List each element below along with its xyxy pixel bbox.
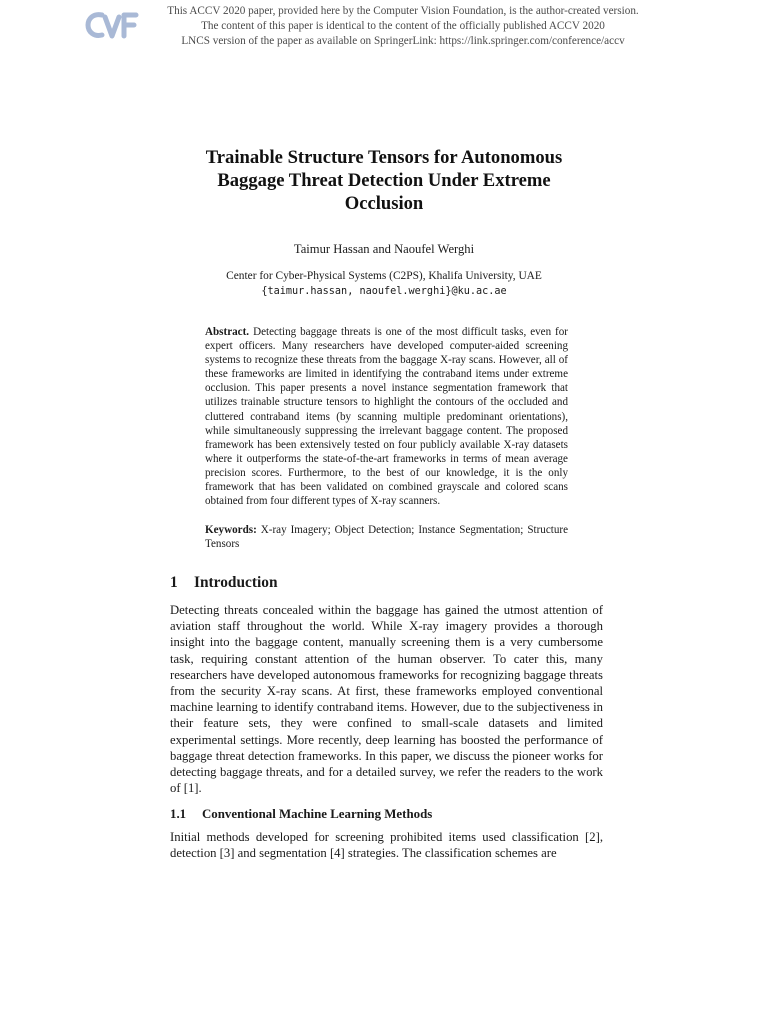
banner-line-1: This ACCV 2020 paper, provided here by the Computer Vision Foundation, is the author-created version. xyxy=(167,5,639,17)
keywords xyxy=(205,523,568,551)
conference-banner xyxy=(130,4,676,49)
introduction-paragraph: Detecting threats concealed within the baggage has gained the utmost attention of aviation staff throughout the world. While X-ray imagery provides a thorough insight into the baggage content, manually screening them is a very cumbersome task, requiring constant attention of the human observer. To cater this, many researchers have developed autonomous frameworks for recognizing baggage threats from the security X-ray scans. At first, these frameworks employed conventional machine learning to identify contraband items. However, due to the subjectiveness in their feature sets, they were confined to small-scale datasets and limited experimental settings. More recently, deep learning has boosted the performance of baggage threat detection frameworks. In this paper, we discuss the pioneer works for detecting baggage threats, and for a detailed survey, we refer the readers to the work of [1]. xyxy=(170,603,603,796)
author-emails: {taimur.hassan, naoufel.werghi}@ku.ac.ae xyxy=(261,286,507,297)
subsection-heading-conventional-ml xyxy=(170,806,600,822)
keywords-text: X-ray Imagery; Object Detection; Instance Segmentation; Structure Tensors xyxy=(205,524,568,551)
banner-line-2: The content of this paper is identical to the content of the officially published ACCV 2020 xyxy=(201,20,605,32)
abstract-text: Detecting baggage threats is one of the most difficult tasks, even for expert officers. Many researchers have developed computer-aided screening systems to recognize these threats from the baggage X-ray scans. However, all of these frameworks are limited in identifying the contraband items under extreme occlusion. This paper presents a novel instance segmentation framework that utilizes trainable structure tensors to highlight the contours of the occluded and cluttered contraband items (by scanning multiple predominant orientations), while simultaneously suppressing the irrelevant baggage content. The proposed framework has been extensively tested on four publicly available X-ray datasets where it outperforms the state-of-the-art frameworks in terms of mean average precision scores. Furthermore, to the best of our knowledge, it is the only framework that has been validated on combined grayscale and colored scans obtained from four different types of X-ray scanners. xyxy=(205,326,568,508)
banner-line-3: LNCS version of the paper as available on SpringerLink: https://link.springer.com/conference/accv xyxy=(181,35,625,47)
subsection-number: 1.1 xyxy=(170,807,187,821)
title-line-1: Trainable Structure Tensors for Autonomous xyxy=(205,147,563,168)
abstract xyxy=(205,325,568,508)
title-line-3: Occlusion xyxy=(344,193,424,214)
title-line-2: Baggage Threat Detection Under Extreme xyxy=(217,170,551,191)
subsection-title: Conventional Machine Learning Methods xyxy=(202,807,433,821)
abstract-label: Abstract. xyxy=(205,326,250,338)
affiliation: Center for Cyber-Physical Systems (C2PS), Khalifa University, UAE xyxy=(226,270,542,282)
section-title: Introduction xyxy=(194,574,278,591)
section-heading-introduction xyxy=(170,573,600,592)
author-affiliation-block xyxy=(150,269,618,299)
keywords-label: Keywords: xyxy=(205,524,257,536)
paper-title xyxy=(150,146,618,215)
subsection-paragraph: Initial methods developed for screening prohibited items used classification [2], detection [3] and segmentation [4] strategies. The classification schemes are xyxy=(170,830,603,861)
paper-authors: Taimur Hassan and Naoufel Werghi xyxy=(293,242,475,256)
section-number: 1 xyxy=(170,574,178,591)
